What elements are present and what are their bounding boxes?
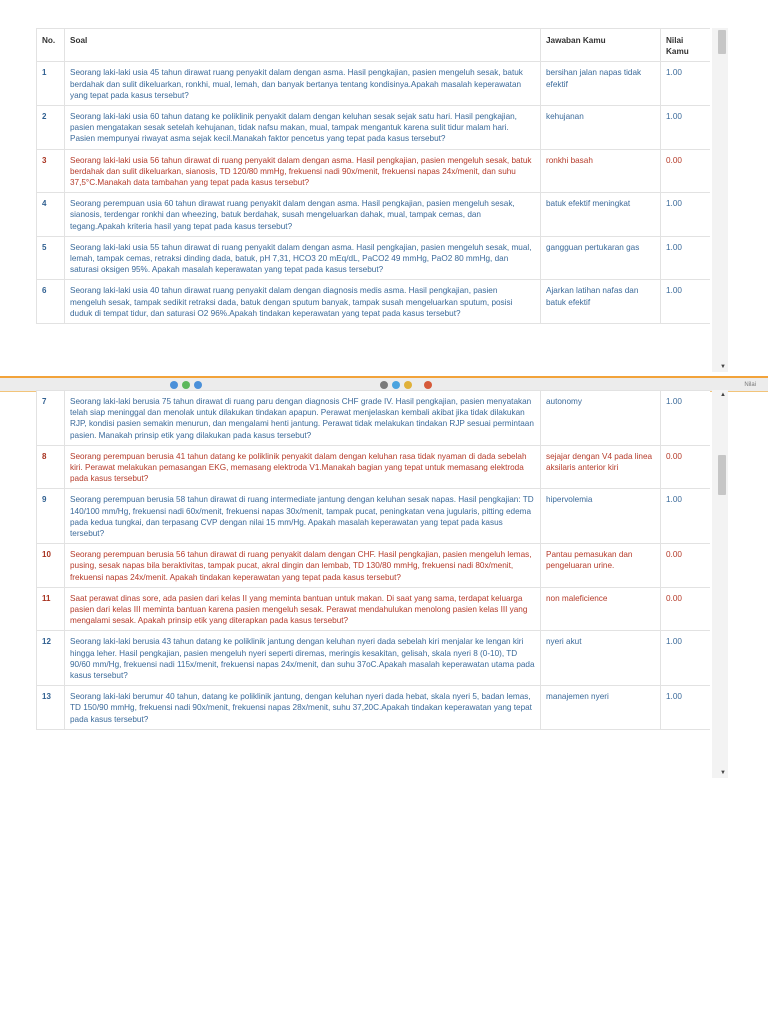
row-answer: hipervolemia (541, 489, 661, 544)
scrollbar-bottom[interactable] (712, 390, 728, 778)
triangle-down-icon[interactable]: ▼ (720, 770, 726, 776)
row-answer: nyeri akut (541, 631, 661, 686)
table-row (37, 106, 711, 150)
row-question: Seorang laki-laki berusia 43 tahun datang ke poliklinik jantung dengan keluhan nyeri dada sebelah kiri menjalar ke lengan kiri hingga leher. Hasil pengkajian, pasien mengeluh nyeri seperti diremas, meringis kesakitan, gelisah, skala nyeri 8 (0-10), TD 90/60 mm/Hg, frekuensi nadi 115x/menit, frekuensi napas 24x/menit, dan suhu 37oC.Apakah masalah keperawatan utama pada kasus tersebut? (65, 631, 541, 686)
results-table-top (36, 28, 710, 324)
row-question: Seorang perempuan usia 60 tahun dirawat ruang penyakit dalam dengan asma. Hasil pengkajian, pasien mengeluh sesak, sianosis, terdengar ronkhi dan wheezing, batuk berdahak, susah mengeluarkan dahak, mual, tampak cemas, dan tegang.Apakah kriteria hasil yang tepat pada kasus tersebut? (65, 193, 541, 237)
row-score: 0.00 (661, 544, 711, 588)
row-score: 1.00 (661, 391, 711, 446)
table-row (37, 544, 711, 588)
row-score: 1.00 (661, 62, 711, 106)
taskbar-icon (182, 381, 190, 389)
row-question: Seorang laki-laki berusia 75 tahun dirawat di ruang paru dengan diagnosis CHF grade IV. Hasil pengkajian, pasien menyatakan telah siap meninggal dan menolak untuk dilakukan tindakan apapun. Perawat menjelaskan kembali akibat jika tidak dilakukan RJP, kondisi pasien semakin menurun, dan mengalami henti jantung. Perawat tidak melakukan tindakan RJP sesuai permintaan pasien. Manakah prinsip etik yang dilakukan pada kasus tersebut? (65, 391, 541, 446)
row-score: 1.00 (661, 106, 711, 150)
row-score: 1.00 (661, 236, 711, 280)
triangle-up-icon[interactable]: ▲ (720, 392, 726, 398)
row-question: Seorang perempuan berusia 56 tahun dirawat di ruang penyakit dalam dengan CHF. Hasil pengkajian, pasien mengeluh lemas, pusing, sesak napas bila beraktivitas, tampak pucat, akral dingin dan lembab, TD 130/80 mmHg, frekuensi nadi 80x/menit, frekuensi napas 24x/menit. Apakah tindakan keperawatan yang tepat pada kasus tersebut? (65, 544, 541, 588)
table-row (37, 193, 711, 237)
row-answer: batuk efektif meningkat (541, 193, 661, 237)
row-score: 1.00 (661, 193, 711, 237)
row-number: 1 (37, 62, 65, 106)
taskbar-icon (404, 381, 412, 389)
header-question: Soal (65, 29, 541, 62)
row-score: 1.00 (661, 280, 711, 324)
results-table-bottom (36, 390, 710, 730)
header-no: No. (37, 29, 65, 62)
table-row (37, 149, 711, 193)
table-row (37, 391, 711, 446)
row-question: Seorang laki-laki usia 60 tahun datang ke poliklinik penyakit dalam dengan keluhan sesak sejak satu hari. Hasil pengkajian, pasien mengatakan sesak setelah kehujanan, tidak nafsu makan, mual, tampak mengantuk karena sulit tidur malam hari. Pasien mempunyai riwayat asma sejak kecil.Manakah faktor pencetus yang tepat pada kasus tersebut? (65, 106, 541, 150)
taskbar-icon (424, 381, 432, 389)
table-row (37, 280, 711, 324)
row-number: 9 (37, 489, 65, 544)
row-answer: kehujanan (541, 106, 661, 150)
triangle-down-icon[interactable]: ▼ (720, 364, 726, 370)
row-number: 7 (37, 391, 65, 446)
row-score: 1.00 (661, 686, 711, 730)
row-score: 1.00 (661, 489, 711, 544)
row-number: 6 (37, 280, 65, 324)
table-row (37, 631, 711, 686)
table-row (37, 489, 711, 544)
taskbar-icon (392, 381, 400, 389)
row-score: 0.00 (661, 587, 711, 631)
row-answer: sejajar dengan V4 pada linea aksilaris anterior kiri (541, 445, 661, 489)
header-answer: Jawaban Kamu (541, 29, 661, 62)
row-score: 0.00 (661, 445, 711, 489)
results-panel-bottom (36, 390, 710, 778)
row-number: 12 (37, 631, 65, 686)
row-score: 0.00 (661, 149, 711, 193)
scrollbar-thumb-top[interactable] (718, 30, 726, 54)
row-answer: Ajarkan latihan nafas dan batuk efektif (541, 280, 661, 324)
row-answer: non maleficience (541, 587, 661, 631)
table-row (37, 236, 711, 280)
row-question: Seorang laki-laki usia 45 tahun dirawat ruang penyakit dalam dengan asma. Hasil pengkajian, pasien mengeluh sesak, batuk berdahak dan sulit dikeluarkan, ronkhi, mual, lemah, dan banyak bertanya tentang kondisinya.Apakah masalah keperawatan yang tepat pada kasus tersebut? (65, 62, 541, 106)
row-answer: autonomy (541, 391, 661, 446)
table-row (37, 62, 711, 106)
divider-label: Nilai (744, 382, 756, 388)
header-score: Nilai Kamu (661, 29, 711, 62)
table-row (37, 686, 711, 730)
row-question: Seorang laki-laki usia 40 tahun dirawat ruang penyakit dalam dengan diagnosis medis asma. Hasil pengkajian, pasien mengeluh sesak, tampak sedikit retraksi dada, batuk dengan sputum banyak, tampak susah mengeluarkan sputum, posisi duduk di tempat tidur, dan saturasi O2 96%.Apakah tindakan keperawatan yang tepat pada kasus tersebut? (65, 280, 541, 324)
row-question: Seorang perempuan berusia 41 tahun datang ke poliklinik penyakit dalam dengan keluhan rasa tidak nyaman di dada sebelah kiri. Perawat melakukan pemasangan EKG, memasang elektroda V1.Manakah bagian yang tepat untuk memasang elektroda pada kasus tersebut? (65, 445, 541, 489)
scrollbar-thumb-bottom[interactable] (718, 455, 726, 495)
row-number: 4 (37, 193, 65, 237)
row-answer: gangguan pertukaran gas (541, 236, 661, 280)
row-question: Seorang laki-laki usia 55 tahun dirawat di ruang penyakit dalam dengan asma. Hasil pengkajian, pasien mengeluh sesak, mual, lemah, tampak cemas, retraksi dinding dada, batuk, pH 7,31, HCO3 20 mEq/dL, PaCO2 49 mmHg, PaO2 80 mmHg, dan saturasi oksigen 95%. Apakah masalah keperawatan yang tepat pada kasus tersebut? (65, 236, 541, 280)
row-number: 5 (37, 236, 65, 280)
table-row (37, 587, 711, 631)
row-number: 2 (37, 106, 65, 150)
taskbar-icon (194, 381, 202, 389)
row-score: 1.00 (661, 631, 711, 686)
scrollbar-top[interactable] (712, 28, 728, 372)
row-number: 3 (37, 149, 65, 193)
row-answer: manajemen nyeri (541, 686, 661, 730)
table-row (37, 445, 711, 489)
row-number: 10 (37, 544, 65, 588)
taskbar-icon (170, 381, 178, 389)
row-answer: Pantau pemasukan dan pengeluaran urine. (541, 544, 661, 588)
row-number: 13 (37, 686, 65, 730)
row-question: Seorang perempuan berusia 58 tahun dirawat di ruang intermediate jantung dengan keluhan sesak napas. Hasil pengkajian: TD 140/100 mm/Hg, frekuensi nadi 60x/menit, frekuensi napas 30x/menit, tampak pucat, peningkatan vena jugularis, pitting edema pada kedua tungkai, dan terpasang CVP dengan nilai 15 mm/Hg. Apakah masalah keperawatan yang tepat pada kasus tersebut? (65, 489, 541, 544)
row-answer: ronkhi basah (541, 149, 661, 193)
taskbar-icon (380, 381, 388, 389)
row-number: 8 (37, 445, 65, 489)
row-question: Seorang laki-laki usia 56 tahun dirawat di ruang penyakit dalam dengan asma. Hasil pengkajian, pasien mengeluh sesak, batuk berdahak dan sulit dikeluarkan, sianosis, TD 120/80 mmHg, frekuensi nadi 90x/menit, frekuensi napas 24x/menit, dan suhu 37,5°C.Manakah data tambahan yang tepat pada kasus tersebut? (65, 149, 541, 193)
row-answer: bersihan jalan napas tidak efektif (541, 62, 661, 106)
row-number: 11 (37, 587, 65, 631)
row-question: Seorang laki-laki berumur 40 tahun, datang ke poliklinik jantung, dengan keluhan nyeri dada hebat, skala nyeri 5, badan lemas, TD 150/90 mmHg, frekuensi nadi 90x/menit, frekuensi napas 28x/menit, suhu 37,20C.Apakah tindakan keperawatan yang tepat pada kasus tersebut? (65, 686, 541, 730)
row-question: Saat perawat dinas sore, ada pasien dari kelas II yang meminta bantuan untuk makan. Di saat yang sama, terdapat keluarga pasien dari kelas III meminta bantuan karena pasien mengeluh sesak. Perawat mendahulukan menolong pasien kelas III yang mengalami sesak. Apakah prinsip etik yang diterapkan pada kasus tersebut? (65, 587, 541, 631)
results-panel-top (36, 28, 710, 372)
table-header-row (37, 29, 711, 62)
